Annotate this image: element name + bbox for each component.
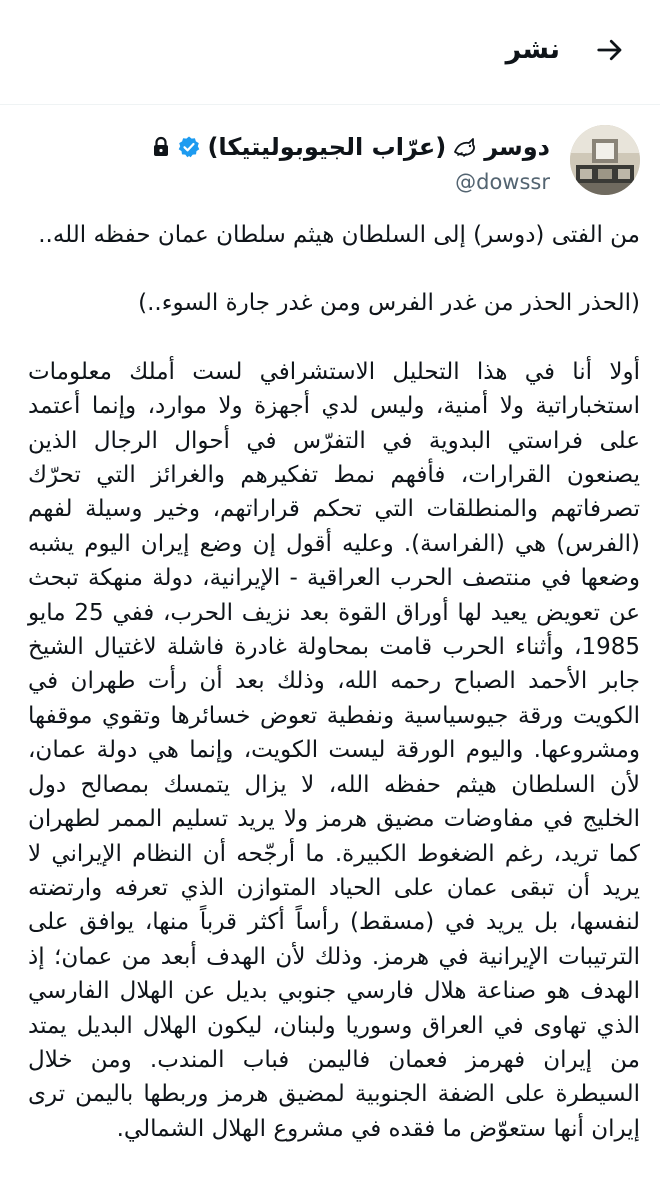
display-name-suffix: (عرّاب الجيوبوليتيكا) [207, 133, 447, 161]
tweet-text [20, 218, 641, 1146]
avatar-image [570, 125, 640, 195]
arrow-right-icon [595, 35, 625, 65]
lock-icon [151, 136, 171, 158]
top-bar [0, 0, 660, 104]
display-name-row[interactable] [151, 129, 550, 165]
verified-icon[interactable] [177, 135, 201, 159]
back-button[interactable] [590, 30, 630, 70]
tweet-line-1: من الفتى (دوسر) إلى السلطان هيثم سلطان عمان حفظه الله.. [38, 222, 640, 248]
user-handle[interactable]: @dowssr [455, 170, 550, 194]
bird-icon [452, 134, 478, 160]
paragraph-gap [28, 252, 640, 286]
tweet-author [0, 125, 660, 205]
author-names [151, 129, 550, 197]
display-name: دوسر [484, 133, 550, 161]
paragraph-gap [28, 321, 640, 355]
header-divider [0, 104, 660, 105]
tweet-line-2: (الحذر الحذر من غدر الفرس ومن غدر جارة السوء..) [138, 290, 640, 317]
page-title: نشر [505, 34, 560, 65]
tweet-body-paragraph: أولا أنا في هذا التحليل الاستشرافي لست أملك معلومات استخباراتية ولا أمنية، وليس لدي أجهزة ولا موارد، وإنما أعتمد على فراستي البدوية في التفرّس في أحوال الرجال الذين يصنعون القرارات، فأفهم نمط تفكيرهم والغرائز التي تحرّك تصرفاتهم والمنطلقات التي تحكم قراراتهم، وخير وسيلة لفهم (الفرس) هي (الفراسة). وعليه أقول إن وضع إيران اليوم يشبه وضعها في منتصف الحرب العراقية - الإيرانية، دولة منهكة تبحث عن تعويض يعيد لها أوراق القوة بعد نزيف الحرب، ففي 25 مايو 1985، وأثناء الحرب قامت بمحاولة غادرة فاشلة لاغتيال الشيخ جابر الأحمد الصباح رحمه الله، وذلك بعد أن رأت طهران في الكويت ورقة جيوسياسية ونفطية تعوض خسائرها وتقوي موقفها ومشروعها. واليوم الورقة ليست الكويت، وإنما هي دولة عمان، لأن السلطان هيثم حفظه الله، لا يزال يتمسك بمصالح دول الخليج في مفاوضات مضيق هرمز ولا يريد تسليم الممر لطهران كما تريد، رغم الضغوط الكبيرة. ما أرجّحه أن النظام الإيراني لا يريد أن تبقى عمان على الحياد المتوازن الذي تعرفه وارتضته لنفسها، بل يريد في (مسقط) رأساً أكثر قرباً منها، يوافق على الترتيبات الإيرانية في هرمز. وذلك لأن الهدف أبعد من عمان؛ إذ الهدف هو صناعة هلال فارسي جنوبي بديل عن الهلال الفارسي الذي تهاوى في العراق وسوريا ولبنان، ليكون الهلال البديل يمتد من إيران فهرمز فعمان فاليمن فباب المندب. ومن خلال السيطرة على الضفة الجنوبية لمضيق هرمز وربطها باليمن ترى إيران أنها ستعوّض ما فقده في مشروع الهلال الشمالي. [20, 358, 641, 1142]
avatar[interactable] [570, 125, 640, 195]
